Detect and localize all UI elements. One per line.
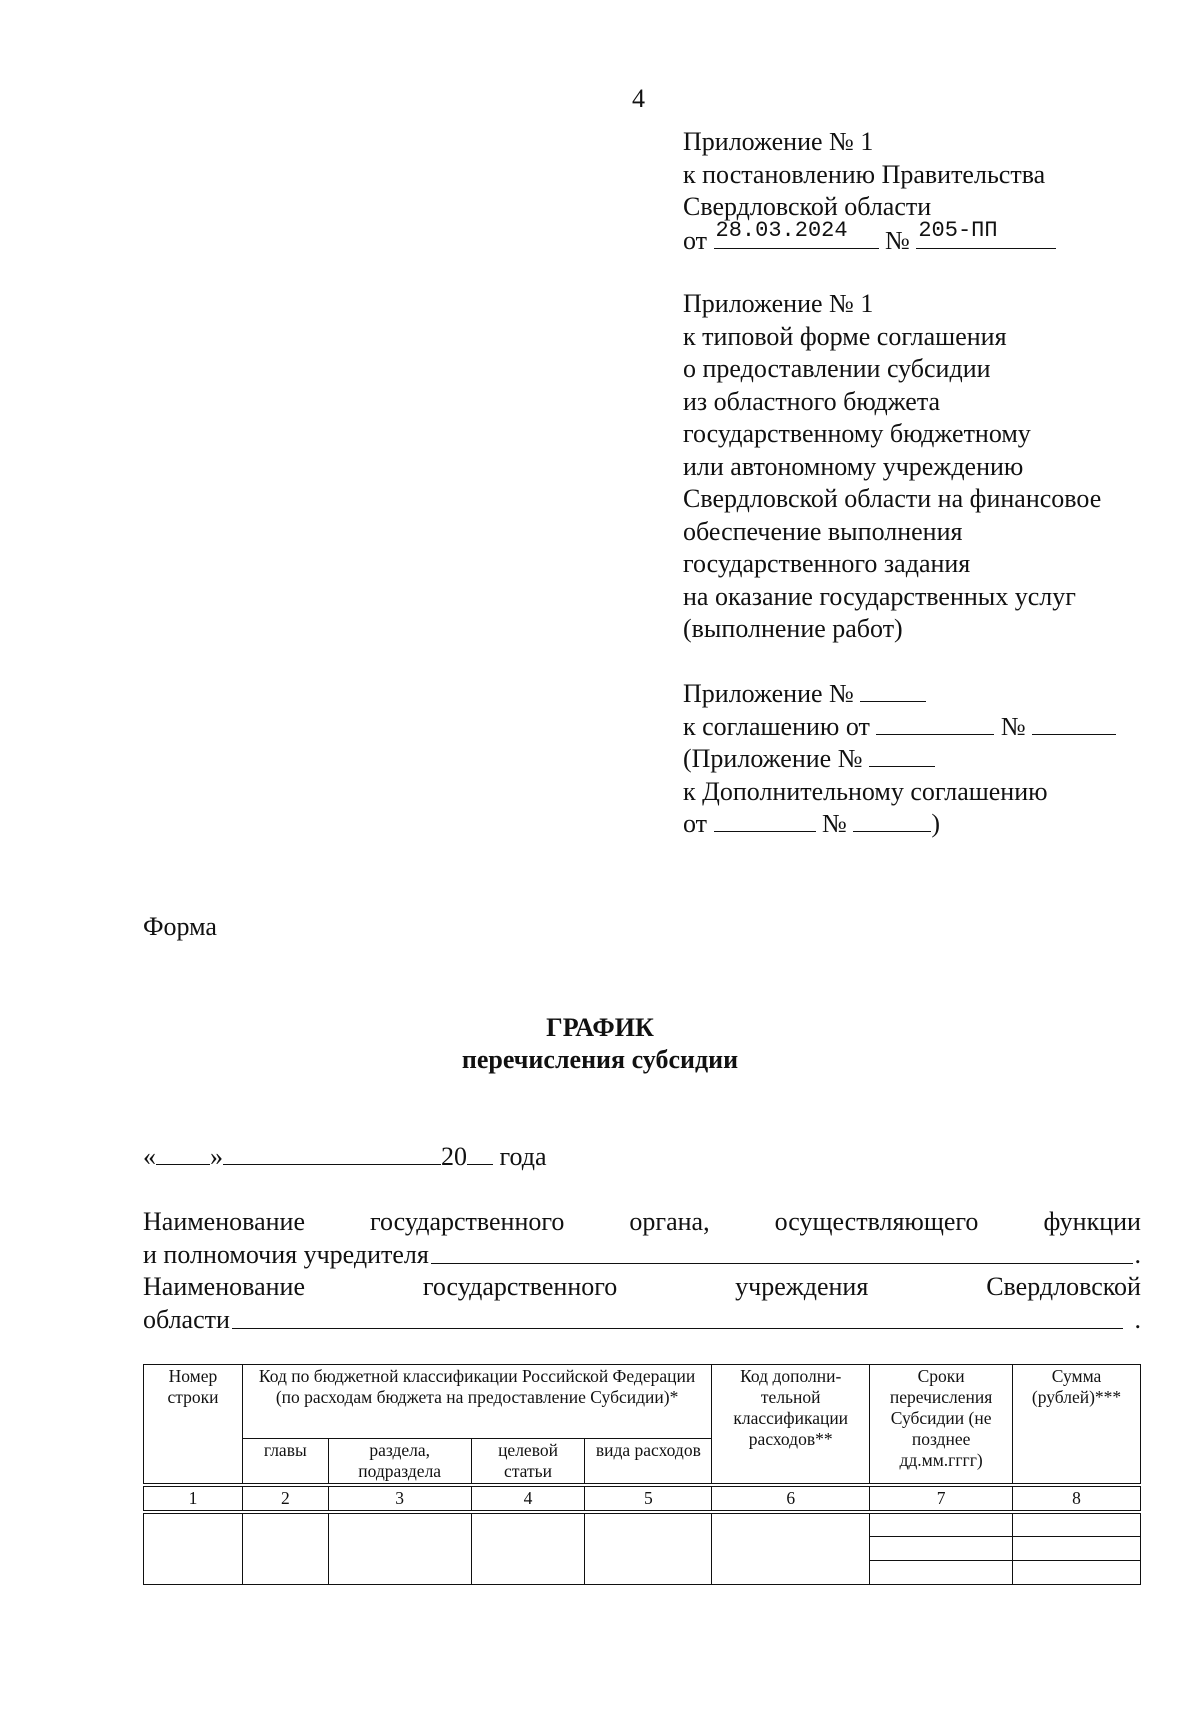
supplementary-agreement-line: к Дополнительному соглашению [683,776,1048,806]
cell-target[interactable] [471,1512,585,1584]
page-number: 4 [632,84,645,113]
cell-section[interactable] [328,1512,471,1584]
word: осуществляющего [774,1207,979,1236]
supplementary-date-row [683,808,1183,841]
appendix-resolution [683,126,1183,257]
cell-terms[interactable] [870,1536,1013,1560]
supplementary-number-label: № [822,809,847,838]
header-terms: Сроки перечисления Субсидии (не позднее дд.мм.гггг) [870,1365,1013,1486]
appendix-form [683,288,1183,646]
open-quote: « [143,1142,156,1171]
column-number: 3 [328,1485,471,1512]
supplementary-appendix-label: (Приложение № [683,744,863,773]
supplementary-from-label: от [683,809,708,838]
document-title: ГРАФИК [546,1013,654,1042]
founder-name-blank [431,1239,1133,1264]
agreement-date-row [683,711,1183,744]
year-suffix: года [499,1142,547,1171]
header-sum: Сумма (рублей)*** [1013,1365,1141,1486]
header-additional-code: Код дополни-тельной классификации расходов** [712,1365,870,1486]
institution-paragraph [143,1271,1141,1336]
supplementary-date-blank [714,809,816,832]
header-type: вида расходов [585,1439,712,1486]
header-row-number: Номер строки [144,1365,243,1486]
institution-name-blank [232,1304,1123,1329]
word: государственного [422,1272,618,1301]
founder-line2 [143,1239,1141,1272]
agreement-date-blank [876,712,994,735]
period: . [1134,1239,1141,1269]
form-label: Форма [143,912,217,941]
institution-label: области [143,1304,230,1334]
resolution-number-field [916,218,1056,249]
appendix-agreement [683,678,1183,841]
appendix-form-line: Приложение № 1 [683,289,874,318]
cell-terms[interactable] [870,1512,1013,1536]
cell-sum[interactable] [1013,1560,1141,1584]
header-chapter: главы [242,1439,328,1486]
column-number: 1 [144,1485,243,1512]
header-section: раздела, подраздела [328,1439,471,1486]
resolution-date: 28.03.2024 [715,218,848,243]
year-blank [467,1142,493,1165]
word: Наименование [143,1272,305,1301]
institution-line1 [143,1271,1141,1304]
close-quote: » [210,1142,223,1171]
appendix-resolution-line1: Приложение № 1 [683,127,874,156]
appendix-form-line: обеспечение выполнения [683,516,963,546]
founder-label: и полномочия учредителя [143,1239,429,1269]
document-subtitle: перечисления субсидии [461,1045,739,1074]
table-row [144,1512,1141,1536]
appendix-number-label: Приложение № [683,679,854,708]
header-target: целевой статьи [471,1439,585,1486]
column-number: 6 [712,1485,870,1512]
appendix-number-blank [860,679,926,702]
word: Наименование [143,1207,305,1236]
appendix-form-line: Свердловской области на финансовое [683,484,1102,513]
cell-terms[interactable] [870,1560,1013,1584]
word: функции [1043,1207,1141,1236]
word: Свердловской [986,1272,1141,1301]
column-number: 4 [471,1485,585,1512]
column-number: 8 [1013,1485,1141,1512]
period: . [1134,1304,1141,1334]
agreement-number-blank [1032,712,1116,735]
appendix-form-line: о предоставлении субсидии [683,354,991,383]
column-number: 7 [870,1485,1013,1512]
appendix-form-line: государственного задания [683,549,971,578]
supplementary-appendix-row [683,743,1183,776]
cell-sum[interactable] [1013,1512,1141,1536]
schedule-table [143,1364,1141,1585]
agreement-number-label: № [1000,711,1026,741]
from-label: от [683,225,708,255]
close-paren: ) [931,809,941,838]
appendix-form-line: государственному бюджетному [683,419,1031,448]
appendix-form-line: (выполнение работ) [683,614,903,643]
supplementary-appendix-blank [869,744,935,767]
appendix-form-line: к типовой форме соглашения [683,321,1007,351]
institution-line2 [143,1304,1141,1337]
appendix-resolution-line3: Свердловской области [683,192,932,221]
column-number: 5 [585,1485,712,1512]
cell-row-number[interactable] [144,1512,243,1584]
resolution-date-row [683,218,1183,258]
cell-additional-code[interactable] [712,1512,870,1584]
month-blank [223,1142,441,1165]
cell-sum[interactable] [1013,1536,1141,1560]
number-label: № [885,225,910,255]
supplementary-number-blank [853,809,931,832]
resolution-date-field [714,218,879,249]
founder-paragraph [143,1206,1141,1271]
founder-line1 [143,1206,1141,1239]
cell-type[interactable] [585,1512,712,1584]
year-prefix: 20 [441,1142,467,1171]
agreement-appendix-row [683,678,1183,711]
resolution-number: 205-ПП [918,218,998,243]
appendix-form-line: из областного бюджета [683,386,941,416]
cell-chapter[interactable] [242,1512,328,1584]
column-number: 2 [242,1485,328,1512]
word: учреждения [735,1272,869,1301]
word: органа, [629,1207,710,1236]
appendix-resolution-line2: к постановлению Правительства [683,159,1046,189]
appendix-form-line: на оказание государственных услуг [683,581,1076,611]
agreement-from-label: к соглашению от [683,711,870,741]
date-line [143,1141,547,1174]
word: государственного [370,1207,565,1236]
day-blank [156,1142,210,1165]
header-budget-classification: Код по бюджетной классификации Российской Федерации (по расходам бюджета на предоставление Субсидии)* [242,1365,711,1439]
appendix-form-line: или автономному учреждению [683,451,1024,481]
